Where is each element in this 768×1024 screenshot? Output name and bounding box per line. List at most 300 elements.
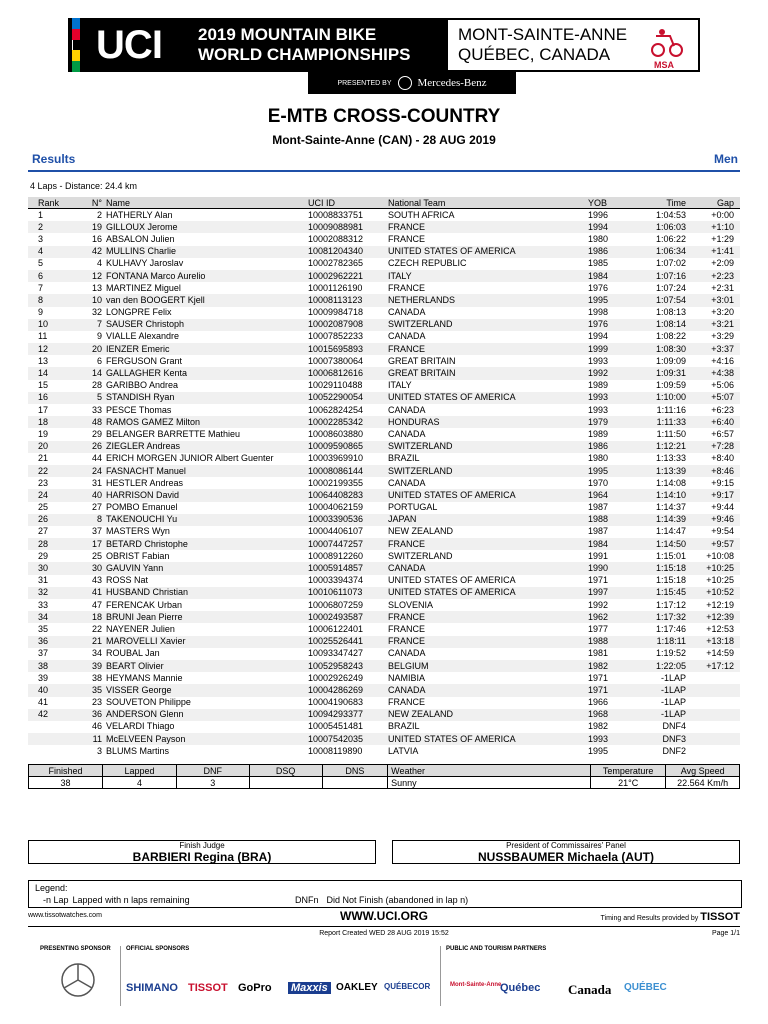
cell-uci-id: 10002285342: [306, 416, 386, 428]
cell-uci-id: 10004286269: [306, 684, 386, 696]
cell-uci-id: 10002088312: [308, 233, 364, 244]
cell-rank: [28, 733, 70, 745]
cell-time: 1:22:05: [630, 660, 688, 672]
cell-national-team: JAPAN: [386, 514, 586, 526]
cell-rank: 22: [28, 465, 70, 477]
table-row: [28, 270, 740, 282]
cell-rider-name: SAUSER Christoph: [104, 319, 306, 331]
table-row: [28, 258, 740, 270]
cell-uci-id: 10094293377: [306, 709, 386, 721]
cell-rank: 21: [38, 453, 49, 464]
cell-rider-name: KULHAVY Jaroslav: [106, 258, 184, 269]
cell-rider-name: HARRISON David: [104, 489, 306, 501]
cell-bib: 42: [70, 246, 104, 258]
cell-gap: [688, 733, 740, 745]
quebec-logo: Québec: [500, 982, 541, 994]
sponsor-divider: [120, 946, 121, 1006]
cell-national-team: UNITED STATES OF AMERICA: [386, 587, 586, 599]
cell-national-team: CANADA: [386, 562, 586, 574]
cell-yob: 1976: [586, 319, 630, 331]
cell-time: DNF2: [662, 745, 686, 756]
cell-bib: 31: [91, 477, 102, 488]
cell-rank: 33: [38, 599, 49, 610]
cell-gap: +10:25: [688, 562, 740, 574]
cell-time: 1:11:50: [656, 428, 686, 439]
cell-rider-name: HESTLER Andreas: [106, 477, 184, 488]
cell-gap: +9:54: [711, 526, 734, 537]
event-name: [190, 18, 438, 72]
finish-judge-name: BARBIERI Regina (BRA): [132, 850, 272, 864]
cell-time: 1:06:22: [655, 233, 686, 244]
table-row: [28, 453, 740, 465]
cell-time: 1:09:59: [655, 380, 686, 391]
cell-rank: 35: [38, 623, 49, 634]
cell-rank: 15: [38, 380, 49, 391]
legend-box: [28, 880, 742, 908]
cell-time: 1:13:39: [630, 465, 688, 477]
cell-bib: 19: [70, 221, 104, 233]
cell-rider-name: GALLAGHER Kenta: [104, 367, 306, 379]
tissot-logo: TISSOT: [700, 911, 740, 923]
cell-rider-name: VISSER George: [104, 684, 306, 696]
canada-logo: Canada: [568, 982, 612, 997]
cell-national-team: CANADA: [388, 331, 426, 342]
cell-national-team: UNITED STATES OF AMERICA: [386, 392, 586, 404]
summary-table: [28, 764, 740, 789]
col-yob: YOB: [586, 197, 630, 209]
cell-rank: 16: [28, 392, 70, 404]
cell-gap: +13:18: [688, 636, 740, 648]
cell-yob: 1970: [588, 477, 609, 488]
cell-national-team: CANADA: [388, 404, 426, 415]
cell-time: 1:09:09: [655, 355, 686, 366]
table-row: [28, 623, 740, 635]
cell-national-team: ITALY: [388, 380, 412, 391]
results-header-row: [28, 197, 740, 209]
public-partners-label: PUBLIC AND TOURISM PARTNERS: [446, 946, 547, 952]
cell-yob: 1966: [588, 697, 609, 708]
officials: [28, 840, 740, 864]
cell-time: 1:17:46: [655, 623, 686, 634]
cell-rank: 17: [38, 404, 49, 415]
cell-gap: +4:38: [688, 367, 740, 379]
cell-gap: +1:29: [711, 233, 734, 244]
cell-gap: +5:07: [688, 392, 740, 404]
mercedes-logo-icon: [60, 962, 96, 998]
cell-yob: 1988: [586, 636, 630, 648]
cell-gap: +9:57: [688, 538, 740, 550]
table-row: [28, 221, 740, 233]
col-rank: Rank: [28, 197, 70, 209]
summary-temperature: 21°C: [590, 777, 665, 789]
cell-gap: +10:52: [688, 587, 740, 599]
cell-rank: 29: [38, 550, 49, 561]
cell-bib: 30: [70, 562, 104, 574]
cell-national-team: CANADA: [388, 648, 426, 659]
cell-yob: 1982: [588, 721, 609, 732]
table-row: [28, 648, 740, 660]
table-row: [28, 367, 740, 379]
cell-rank: 39: [38, 672, 49, 683]
cell-time: 1:07:24: [655, 282, 686, 293]
cell-bib: 35: [70, 684, 104, 696]
cell-uci-id: 10064408283: [306, 489, 386, 501]
legend-key-dnf: DNFn: [295, 895, 319, 905]
cell-yob: 1980: [588, 233, 609, 244]
cell-rank: [28, 721, 70, 733]
msa-logo: [648, 22, 688, 68]
presenting-sponsor-label: PRESENTING SPONSOR: [40, 946, 111, 952]
cell-gap: +1:10: [688, 221, 740, 233]
cell-yob: 1962: [586, 611, 630, 623]
table-row: [28, 697, 740, 709]
cell-uci-id: 10002087908: [306, 319, 386, 331]
cell-yob: 1999: [586, 343, 630, 355]
cell-time: 1:08:13: [655, 307, 686, 318]
cell-gap: +3:37: [688, 343, 740, 355]
cell-uci-id: 10081204340: [306, 246, 386, 258]
table-row: [28, 331, 740, 343]
cell-yob: 1987: [588, 502, 609, 513]
table-row: [28, 465, 740, 477]
cell-uci-id: 10015695893: [306, 343, 386, 355]
cell-time: 1:14:50: [630, 538, 688, 550]
cell-time: 1:09:31: [630, 367, 688, 379]
uci-rainbow-stripes: [72, 18, 80, 72]
cell-rider-name: BLUMS Martins: [106, 745, 170, 756]
cell-rider-name: TAKENOUCHI Yu: [104, 514, 306, 526]
cell-yob: 1987: [588, 526, 609, 537]
cell-national-team: SLOVENIA: [388, 599, 434, 610]
cell-national-team: FRANCE: [388, 697, 426, 708]
mont-sainte-anne-logo: Mont-Sainte-Anne: [450, 982, 502, 988]
cell-bib: 22: [91, 623, 102, 634]
cell-rider-name: OBRIST Fabian: [106, 550, 170, 561]
cell-national-team: UNITED STATES OF AMERICA: [386, 246, 586, 258]
cell-uci-id: 10029110488: [308, 380, 363, 391]
col-gap: Gap: [688, 197, 740, 209]
table-row: [28, 319, 740, 331]
cell-national-team: CANADA: [388, 307, 426, 318]
cell-rank: 9: [38, 307, 44, 318]
cell-time: 1:17:32: [630, 611, 688, 623]
table-row: [28, 307, 740, 319]
table-row: [28, 441, 740, 453]
cell-national-team: NETHERLANDS: [386, 294, 586, 306]
cell-rank: 20: [28, 441, 70, 453]
cell-national-team: NAMIBIA: [388, 672, 426, 683]
cell-time: -1LAP: [630, 684, 688, 696]
cell-rider-name: BELANGER BARRETTE Mathieu: [106, 428, 241, 439]
cell-national-team: FRANCE: [386, 611, 586, 623]
cell-national-team: BELGIUM: [386, 660, 586, 672]
cell-gap: +9:17: [688, 489, 740, 501]
cell-bib: 29: [91, 428, 102, 439]
cell-national-team: PORTUGAL: [388, 502, 438, 513]
cell-uci-id: 10008086144: [306, 465, 386, 477]
cell-uci-id: 10007380064: [308, 355, 364, 366]
cell-bib: 32: [91, 307, 102, 318]
cell-uci-id: 10007852233: [308, 331, 364, 342]
cell-rank: 14: [28, 367, 70, 379]
cell-uci-id: 10009088981: [306, 221, 386, 233]
maxxis-logo: Maxxis: [288, 982, 331, 994]
table-row: [28, 709, 740, 721]
legend-desc-dnf: Did Not Finish (abandoned in lap n): [326, 895, 469, 905]
summary-dsq-label: DSQ: [249, 765, 322, 777]
cell-uci-id: 10008912260: [308, 550, 364, 561]
cell-time: 1:04:53: [655, 209, 686, 220]
page-number: Page 1/1: [711, 930, 740, 937]
table-row: [28, 416, 740, 428]
cell-bib: 39: [70, 660, 104, 672]
timing-provider-label: Timing and Results provided by: [600, 915, 699, 922]
cell-gap: [688, 745, 740, 757]
table-row: [28, 562, 740, 574]
cell-rider-name: BETARD Christophe: [104, 538, 306, 550]
cell-time: 1:19:52: [655, 648, 686, 659]
summary-dns: [322, 777, 388, 789]
cell-national-team: LATVIA: [388, 745, 419, 756]
cell-rider-name: HEYMANS Mannie: [106, 672, 183, 683]
table-row: [28, 404, 740, 416]
cell-gap: +8:46: [688, 465, 740, 477]
cell-rider-name: SOUVETON Philippe: [106, 697, 191, 708]
cell-rank: 23: [38, 477, 49, 488]
cell-uci-id: 10009984718: [308, 307, 364, 318]
cell-uci-id: 10009590865: [306, 441, 386, 453]
header-divider: [28, 170, 740, 172]
cell-rider-name: STANDISH Ryan: [104, 392, 306, 404]
cell-uci-id: 10007447257: [306, 538, 386, 550]
cell-national-team: CANADA: [388, 428, 426, 439]
cell-gap: +9:44: [711, 502, 734, 513]
sponsor-divider: [440, 946, 441, 1006]
cell-bib: 28: [91, 380, 102, 391]
cell-uci-id: 10002782365: [308, 258, 364, 269]
cell-uci-id: 10003390536: [306, 514, 386, 526]
cell-time: 1:15:18: [630, 562, 688, 574]
cell-rider-name: ROUBAL Jan: [106, 648, 160, 659]
cell-uci-id: 10010611073: [306, 587, 386, 599]
place-line-2: QUÉBEC, CANADA: [458, 45, 611, 64]
cell-yob: 1994: [588, 331, 609, 342]
cell-gap: +0:00: [711, 209, 734, 220]
finish-judge: [28, 840, 376, 864]
cell-rider-name: FONTANA Marco Aurelio: [104, 270, 306, 282]
cell-time: 1:15:01: [655, 550, 686, 561]
cell-yob: 1988: [586, 514, 630, 526]
cell-national-team: SWITZERLAND: [388, 550, 453, 561]
cell-bib: 34: [91, 648, 102, 659]
summary-lapped: 4: [103, 777, 177, 789]
cell-time: 1:14:08: [655, 477, 686, 488]
cell-bib: 18: [70, 611, 104, 623]
summary-dns-label: DNS: [322, 765, 388, 777]
results-table: [28, 197, 740, 757]
cell-bib: 47: [91, 599, 102, 610]
cell-national-team: UNITED STATES OF AMERICA: [386, 733, 586, 745]
category-label: Men: [714, 152, 738, 166]
cell-rider-name: van den BOOGERT Kjell: [104, 294, 306, 306]
cell-yob: 1990: [586, 562, 630, 574]
cell-bib: 10: [70, 294, 104, 306]
cell-uci-id: 10002962221: [306, 270, 386, 282]
table-row: [28, 599, 740, 611]
cell-time: DNF4: [662, 721, 686, 732]
cell-national-team: BRAZIL: [388, 721, 420, 732]
cell-time: 1:14:37: [655, 502, 686, 513]
cell-rank: 25: [38, 502, 49, 513]
cell-bib: 20: [70, 343, 104, 355]
table-row: [28, 355, 740, 367]
cell-yob: 1989: [588, 380, 609, 391]
cell-uci-id: 10005914857: [306, 562, 386, 574]
table-row: [28, 282, 740, 294]
place-line-1: MONT-SAINTE-ANNE: [458, 25, 628, 44]
cell-rank: 41: [38, 697, 49, 708]
cell-uci-id: 10093347427: [308, 648, 364, 659]
cell-yob: 1995: [586, 294, 630, 306]
summary-finished: 38: [29, 777, 103, 789]
cell-time: 1:15:45: [630, 587, 688, 599]
cell-bib: 13: [91, 282, 102, 293]
uci-website-link[interactable]: WWW.UCI.ORG: [340, 909, 428, 923]
timing-provider: [601, 911, 740, 923]
tissot-website-link[interactable]: www.tissotwatches.com: [28, 912, 102, 919]
cell-yob: 1993: [586, 392, 630, 404]
cell-national-team: GREAT BRITAIN: [388, 355, 456, 366]
cell-uci-id: 10004406107: [308, 526, 364, 537]
table-row: [28, 514, 740, 526]
summary-temperature-label: Temperature: [590, 765, 665, 777]
col-uci-id: UCI ID: [306, 197, 386, 209]
summary-dnf-label: DNF: [176, 765, 249, 777]
cell-bib: 33: [91, 404, 102, 415]
cell-gap: +14:59: [706, 648, 734, 659]
cell-time: 1:07:54: [630, 294, 688, 306]
cell-gap: +1:41: [688, 246, 740, 258]
cell-uci-id: 10001126190: [308, 282, 363, 293]
page-title: E-MTB CROSS-COUNTRY: [267, 106, 501, 127]
cell-time: 1:06:34: [630, 246, 688, 258]
cell-rank: 28: [28, 538, 70, 550]
cell-national-team: SWITZERLAND: [386, 319, 586, 331]
cell-bib: 40: [70, 489, 104, 501]
quebec-original-logo: QUÉBEC: [624, 982, 667, 993]
cell-gap: +3:01: [688, 294, 740, 306]
cell-bib: 26: [70, 441, 104, 453]
table-row: [28, 428, 740, 440]
summary-lapped-label: Lapped: [103, 765, 177, 777]
cell-bib: 6: [96, 355, 102, 366]
cell-bib: 23: [91, 697, 102, 708]
cell-gap: +7:28: [688, 441, 740, 453]
cell-gap: [688, 672, 740, 684]
table-row: [28, 721, 740, 733]
table-row: [28, 477, 740, 489]
cell-gap: +3:29: [711, 331, 734, 342]
cell-yob: 1985: [588, 258, 609, 269]
cell-gap: +3:21: [688, 319, 740, 331]
cell-time: DNF3: [630, 733, 688, 745]
cell-yob: 1993: [588, 404, 609, 415]
cell-yob: 1971: [588, 575, 609, 586]
cell-gap: +6:57: [711, 428, 734, 439]
cell-rider-name: FASNACHT Manuel: [104, 465, 306, 477]
tissot-sponsor-logo: TISSOT: [188, 982, 228, 994]
cell-bib: 43: [91, 575, 102, 586]
cell-bib: 41: [70, 587, 104, 599]
cell-bib: 12: [70, 270, 104, 282]
cell-rider-name: GAUVIN Yann: [104, 562, 306, 574]
cell-time: 1:14:10: [630, 489, 688, 501]
table-row: [28, 660, 740, 672]
cell-yob: 1968: [586, 709, 630, 721]
summary-avg-speed-label: Avg Speed: [666, 765, 740, 777]
cell-time: 1:15:18: [655, 575, 686, 586]
table-row: [28, 233, 740, 245]
quebecor-logo: QUÉBECOR: [384, 982, 431, 991]
cell-yob: 1976: [588, 282, 609, 293]
cell-gap: +10:08: [706, 550, 734, 561]
cell-rider-name: HATHERLY Alan: [106, 209, 173, 220]
cell-rider-name: MARTINEZ Miguel: [106, 282, 181, 293]
cell-national-team: ITALY: [386, 270, 586, 282]
commissaire-president: [392, 840, 740, 864]
cell-time: 1:07:02: [655, 258, 686, 269]
cell-yob: 1998: [588, 307, 609, 318]
cell-rank: 42: [28, 709, 70, 721]
event-line-2: WORLD CHAMPIONSHIPS: [198, 45, 411, 64]
table-row: [28, 745, 740, 757]
table-row: [28, 672, 740, 684]
cell-national-team: FRANCE: [388, 282, 426, 293]
mercedes-star-icon: [398, 76, 412, 90]
cell-uci-id: 10004062159: [308, 502, 364, 513]
cell-bib: 25: [91, 550, 102, 561]
cell-bib: 37: [91, 526, 102, 537]
cell-time: 1:08:30: [630, 343, 688, 355]
table-row: [28, 209, 740, 222]
cell-gap: +2:09: [711, 258, 734, 269]
cell-bib: 3: [96, 745, 102, 756]
cell-rider-name: POMBO Emanuel: [106, 502, 178, 513]
cell-uci-id: 10005451481: [308, 721, 364, 732]
cell-uci-id: 10008119890: [308, 745, 363, 756]
cell-bib: 4: [96, 258, 102, 269]
cell-yob: 1964: [586, 489, 630, 501]
cell-rank: 19: [38, 428, 49, 439]
footer: [28, 909, 740, 923]
cell-yob: 1971: [588, 672, 609, 683]
legend-title: Legend:: [35, 883, 68, 893]
cell-national-team: SWITZERLAND: [386, 441, 586, 453]
event-location: [448, 20, 698, 70]
cell-yob: 1991: [588, 550, 609, 561]
cell-rider-name: LONGPRE Felix: [106, 307, 172, 318]
footer-divider: [28, 926, 740, 927]
table-row: [28, 392, 740, 404]
cell-rider-name: BEART Olivier: [104, 660, 306, 672]
cell-rider-name: RAMOS GAMEZ Milton: [104, 416, 306, 428]
cell-time: 1:06:03: [630, 221, 688, 233]
cell-rider-name: BRUNI Jean Pierre: [104, 611, 306, 623]
cell-rank: 12: [28, 343, 70, 355]
cell-rank: 6: [28, 270, 70, 282]
cell-gap: +6:23: [711, 404, 734, 415]
cell-uci-id: 10003969910: [308, 453, 364, 464]
